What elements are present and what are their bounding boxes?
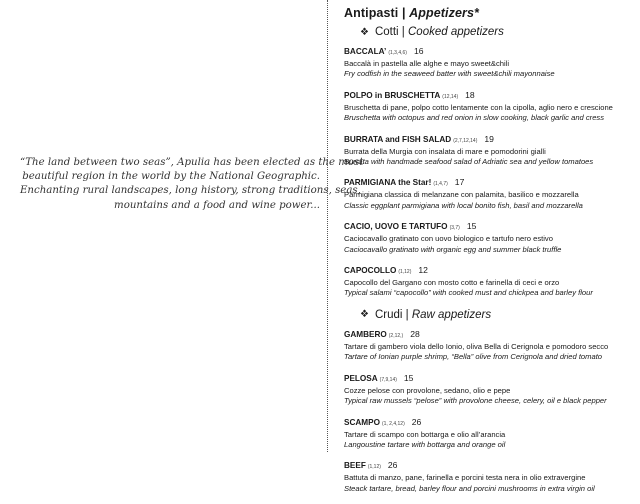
menu-item bbox=[344, 177, 636, 211]
intro-text bbox=[20, 156, 364, 213]
menu-item bbox=[344, 46, 636, 80]
dotted-divider bbox=[327, 0, 328, 452]
description-italian: Battuta di manzo, pane, farinella e porcini testa nera in olio extravergine bbox=[344, 473, 586, 483]
allergen-codes: (1,12) bbox=[398, 269, 412, 276]
section-heading-it: Crudi | bbox=[374, 308, 412, 321]
intro-line: “The land between two seas”, Apulia has been elected as the most bbox=[20, 157, 364, 168]
section-heading-en: Cooked appetizers bbox=[408, 26, 504, 38]
menu-item bbox=[344, 417, 636, 451]
menu-item-title bbox=[344, 46, 636, 59]
menu-item-title bbox=[344, 90, 636, 103]
section-heading bbox=[360, 309, 636, 321]
dish-name: PELOSA bbox=[344, 373, 378, 383]
dish-price: 28 bbox=[410, 328, 420, 339]
menu-heading-en: Appetizers* bbox=[409, 6, 479, 20]
description-italian: Caciocavallo gratinato con uovo biologico e tartufo nero estivo bbox=[344, 234, 553, 244]
description-italian: Baccalà in pastella alle alghe e mayo sweet&chili bbox=[344, 59, 510, 68]
section-heading-it: Cotti | bbox=[374, 26, 408, 38]
menu-item-title bbox=[344, 221, 636, 234]
dish-price: 12 bbox=[418, 265, 428, 276]
description-italian: Bruschetta di pane, polpo cotto lentamente con la cipolla, aglio nero e crescione bbox=[344, 102, 613, 112]
intro-line: mountains and a food and wine power... bbox=[114, 199, 320, 211]
menu-item bbox=[344, 460, 636, 494]
dish-price: 16 bbox=[413, 46, 424, 56]
dish-name: BEEF bbox=[344, 461, 366, 471]
diamond-bullet-icon: ❖ bbox=[360, 26, 369, 38]
menu-item bbox=[344, 373, 636, 407]
description-italian: Cozze pelose con provolone, sedano, olio e pepe bbox=[344, 385, 511, 395]
menu-item-title bbox=[344, 329, 636, 342]
menu-section bbox=[344, 309, 636, 494]
menu-column bbox=[344, 6, 636, 504]
dish-name: PARMIGIANA the Star! bbox=[344, 178, 432, 188]
description-english: Steack tartare, bread, barley flour and porcini mushrooms in extra virgin oil bbox=[344, 483, 595, 493]
description-english: Classic eggplant parmigiana with local bonito fish, basil and mozzarella bbox=[344, 200, 583, 210]
dish-price: 19 bbox=[484, 133, 494, 144]
dish-name: BURRATA and FISH SALAD bbox=[344, 134, 452, 144]
dish-price: 17 bbox=[454, 177, 465, 188]
section-heading bbox=[360, 26, 636, 38]
menu-item-title bbox=[344, 460, 636, 473]
description-italian: Burrata della Murgia con insalata di mare e pomodorini gialli bbox=[344, 146, 546, 156]
allergen-codes: (3,7) bbox=[449, 225, 460, 232]
dish-price: 15 bbox=[403, 372, 414, 383]
menu-item-title bbox=[344, 177, 636, 190]
description-english: Caciocavallo gratinato with organic egg and summer black truffle bbox=[344, 244, 562, 254]
description-english: Tartare of Ionian purple shrimp, “Bella” olive from Cerignola and dried tomato bbox=[344, 352, 603, 362]
menu-item bbox=[344, 134, 636, 168]
description-italian: Tartare di scampo con bottarga e olio all’arancia bbox=[344, 429, 506, 439]
description-english: Fry codfish in the seaweed batter with sweet&chili mayonnaise bbox=[344, 69, 555, 79]
menu-item-title bbox=[344, 265, 636, 278]
allergen-codes: (2,12,) bbox=[388, 332, 404, 339]
description-english: Burrata with handmade seafood salad of Adriatic sea and yellow tomatoes bbox=[344, 157, 594, 167]
allergen-codes: (1,12) bbox=[367, 464, 381, 471]
menu-heading bbox=[344, 6, 636, 20]
allergen-codes: (1, 2,4,12) bbox=[381, 420, 405, 427]
allergen-codes: (1,4,7) bbox=[433, 181, 448, 188]
description-english: Typical raw mussels “pelose” with provolone cheese, celery, oil e black pepper bbox=[344, 396, 607, 406]
allergen-codes: (2,7,12,14) bbox=[453, 137, 478, 144]
allergen-codes: (1,3,4,6) bbox=[388, 50, 407, 56]
dish-name: CAPOCOLLO bbox=[344, 266, 397, 276]
allergen-codes: (12,14) bbox=[442, 93, 459, 100]
description-italian: Parmigiana classica di melanzane con palamita, basilico e mozzarella bbox=[344, 190, 579, 200]
menu-section bbox=[344, 26, 636, 299]
dish-price: 26 bbox=[387, 460, 398, 471]
menu-item-title bbox=[344, 417, 636, 430]
diamond-bullet-icon: ❖ bbox=[360, 309, 369, 321]
menu-item bbox=[344, 221, 636, 255]
description-english: Typical salami “capocollo” with cooked must and chickpea and barley flour bbox=[344, 288, 593, 298]
allergen-codes: (7,9,14) bbox=[379, 376, 397, 383]
menu-item-title bbox=[344, 134, 636, 147]
menu-heading-it: Antipasti | bbox=[344, 6, 410, 20]
dish-name: BACCALA’ bbox=[344, 47, 387, 56]
dish-price: 18 bbox=[465, 89, 475, 100]
description-english: Langoustine tartare with bottarga and orange oil bbox=[344, 439, 506, 449]
dish-name: CACIO, UOVO E TARTUFO bbox=[344, 222, 448, 232]
description-italian: Tartare di gambero viola dello Ionio, oliva Bella di Cerignola e pomodoro secco bbox=[344, 341, 609, 351]
dish-price: 26 bbox=[411, 416, 422, 427]
dish-name: POLPO in BRUSCHETTA bbox=[344, 90, 441, 100]
description-italian: Capocollo del Gargano con mosto cotto e farinella di ceci e orzo bbox=[344, 278, 560, 288]
menu-item bbox=[344, 265, 636, 299]
menu-item bbox=[344, 90, 636, 124]
section-heading-en: Raw appetizers bbox=[411, 308, 492, 321]
intro-line: beautiful region in the world by the National Geographic. bbox=[22, 171, 320, 183]
menu-item bbox=[344, 329, 636, 363]
menu-item-title bbox=[344, 373, 636, 386]
dish-name: GAMBERO bbox=[344, 329, 387, 339]
dish-name: SCAMPO bbox=[344, 417, 380, 427]
dish-price: 15 bbox=[466, 221, 477, 232]
description-english: Bruschetta with octopus and red onion in slow cooking, black garlic and cress bbox=[344, 113, 605, 123]
intro-line: Enchanting rural landscapes, long history, strong traditions, seas, bbox=[20, 185, 361, 197]
